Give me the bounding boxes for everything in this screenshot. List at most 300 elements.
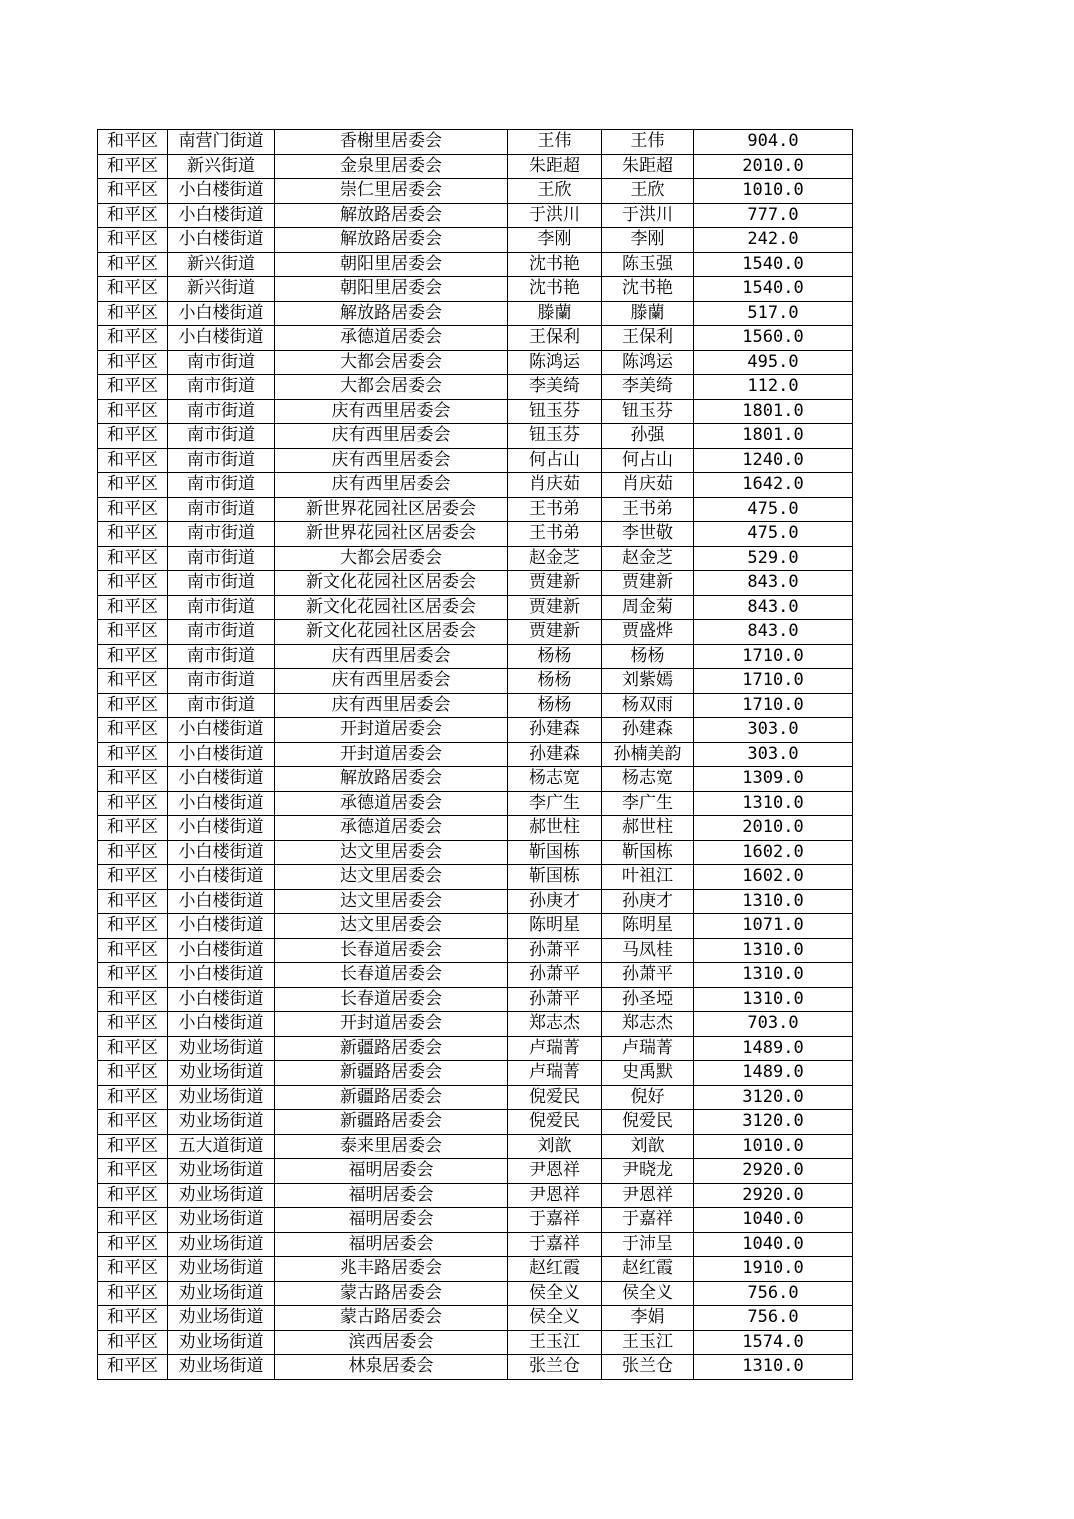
- committee-cell: 新世界花园社区居委会: [275, 497, 508, 522]
- district-cell: 和平区: [98, 816, 168, 841]
- district-cell: 和平区: [98, 399, 168, 424]
- amount-cell: 1489.0: [694, 1061, 853, 1086]
- amount-cell: 1710.0: [694, 644, 853, 669]
- committee-cell: 蒙古路居委会: [275, 1306, 508, 1331]
- householder-cell: 赵红霞: [508, 1257, 602, 1282]
- amount-cell: 843.0: [694, 571, 853, 596]
- table-row: [98, 301, 853, 326]
- street-cell: 劝业场街道: [168, 1257, 275, 1282]
- table-row: [98, 938, 853, 963]
- committee-cell: 朝阳里居委会: [275, 252, 508, 277]
- member-cell: 孙圣埡: [602, 987, 694, 1012]
- district-cell: 和平区: [98, 1232, 168, 1257]
- street-cell: 小白楼街道: [168, 301, 275, 326]
- committee-cell: 达文里居委会: [275, 865, 508, 890]
- district-cell: 和平区: [98, 130, 168, 155]
- street-cell: 新兴街道: [168, 252, 275, 277]
- householder-cell: 陈鸿运: [508, 350, 602, 375]
- table-row: [98, 767, 853, 792]
- district-cell: 和平区: [98, 669, 168, 694]
- street-cell: 小白楼街道: [168, 987, 275, 1012]
- householder-cell: 何占山: [508, 448, 602, 473]
- table-row: [98, 179, 853, 204]
- district-cell: 和平区: [98, 742, 168, 767]
- committee-cell: 兆丰路居委会: [275, 1257, 508, 1282]
- member-cell: 王欣: [602, 179, 694, 204]
- committee-cell: 新疆路居委会: [275, 1036, 508, 1061]
- committee-cell: 达文里居委会: [275, 840, 508, 865]
- district-cell: 和平区: [98, 203, 168, 228]
- amount-cell: 1540.0: [694, 277, 853, 302]
- street-cell: 劝业场街道: [168, 1036, 275, 1061]
- table-row: [98, 1281, 853, 1306]
- district-cell: 和平区: [98, 546, 168, 571]
- amount-cell: 1710.0: [694, 669, 853, 694]
- committee-cell: 福明居委会: [275, 1232, 508, 1257]
- district-cell: 和平区: [98, 571, 168, 596]
- table-row: [98, 1257, 853, 1282]
- amount-cell: 2010.0: [694, 816, 853, 841]
- street-cell: 小白楼街道: [168, 963, 275, 988]
- street-cell: 劝业场街道: [168, 1061, 275, 1086]
- householder-cell: 于洪川: [508, 203, 602, 228]
- table-row: [98, 399, 853, 424]
- district-cell: 和平区: [98, 252, 168, 277]
- street-cell: 南市街道: [168, 473, 275, 498]
- committee-cell: 庆有西里居委会: [275, 399, 508, 424]
- amount-cell: 1489.0: [694, 1036, 853, 1061]
- amount-cell: 303.0: [694, 718, 853, 743]
- street-cell: 小白楼街道: [168, 326, 275, 351]
- street-cell: 南市街道: [168, 546, 275, 571]
- street-cell: 劝业场街道: [168, 1110, 275, 1135]
- householder-cell: 于嘉祥: [508, 1232, 602, 1257]
- householder-cell: 侯全义: [508, 1281, 602, 1306]
- householder-cell: 刘歆: [508, 1134, 602, 1159]
- street-cell: 小白楼街道: [168, 742, 275, 767]
- district-cell: 和平区: [98, 1012, 168, 1037]
- amount-cell: 112.0: [694, 375, 853, 400]
- district-cell: 和平区: [98, 228, 168, 253]
- district-cell: 和平区: [98, 375, 168, 400]
- table-row: [98, 1183, 853, 1208]
- committee-cell: 大都会居委会: [275, 546, 508, 571]
- amount-cell: 3120.0: [694, 1085, 853, 1110]
- table-row: [98, 963, 853, 988]
- member-cell: 孙建森: [602, 718, 694, 743]
- district-cell: 和平区: [98, 1110, 168, 1135]
- committee-cell: 解放路居委会: [275, 767, 508, 792]
- member-cell: 张兰仓: [602, 1355, 694, 1380]
- table-row: [98, 889, 853, 914]
- member-cell: 王保利: [602, 326, 694, 351]
- householder-cell: 肖庆茹: [508, 473, 602, 498]
- committee-cell: 福明居委会: [275, 1183, 508, 1208]
- district-cell: 和平区: [98, 448, 168, 473]
- member-cell: 贾盛烨: [602, 620, 694, 645]
- district-cell: 和平区: [98, 840, 168, 865]
- street-cell: 南市街道: [168, 571, 275, 596]
- street-cell: 小白楼街道: [168, 816, 275, 841]
- householder-cell: 钮玉芬: [508, 399, 602, 424]
- amount-cell: 1642.0: [694, 473, 853, 498]
- amount-cell: 1602.0: [694, 840, 853, 865]
- table-row: [98, 277, 853, 302]
- table-row: [98, 1159, 853, 1184]
- householder-cell: 孙建森: [508, 742, 602, 767]
- district-cell: 和平区: [98, 595, 168, 620]
- householder-cell: 尹恩祥: [508, 1183, 602, 1208]
- street-cell: 劝业场街道: [168, 1306, 275, 1331]
- amount-cell: 2010.0: [694, 154, 853, 179]
- table-row: [98, 669, 853, 694]
- amount-cell: 475.0: [694, 497, 853, 522]
- street-cell: 劝业场街道: [168, 1330, 275, 1355]
- committee-cell: 泰来里居委会: [275, 1134, 508, 1159]
- amount-cell: 1560.0: [694, 326, 853, 351]
- committee-cell: 庆有西里居委会: [275, 644, 508, 669]
- amount-cell: 1010.0: [694, 1134, 853, 1159]
- committee-cell: 林泉居委会: [275, 1355, 508, 1380]
- district-cell: 和平区: [98, 424, 168, 449]
- amount-cell: 2920.0: [694, 1159, 853, 1184]
- committee-cell: 崇仁里居委会: [275, 179, 508, 204]
- committee-cell: 庆有西里居委会: [275, 693, 508, 718]
- district-cell: 和平区: [98, 865, 168, 890]
- table-row: [98, 375, 853, 400]
- table-row: [98, 130, 853, 155]
- committee-cell: 新疆路居委会: [275, 1085, 508, 1110]
- table-row: [98, 1232, 853, 1257]
- street-cell: 劝业场街道: [168, 1281, 275, 1306]
- table-row: [98, 473, 853, 498]
- amount-cell: 1310.0: [694, 1355, 853, 1380]
- street-cell: 劝业场街道: [168, 1085, 275, 1110]
- committee-cell: 庆有西里居委会: [275, 669, 508, 694]
- member-cell: 于沛呈: [602, 1232, 694, 1257]
- member-cell: 于嘉祥: [602, 1208, 694, 1233]
- householder-cell: 李刚: [508, 228, 602, 253]
- district-cell: 和平区: [98, 987, 168, 1012]
- member-cell: 朱距超: [602, 154, 694, 179]
- committee-cell: 庆有西里居委会: [275, 424, 508, 449]
- street-cell: 小白楼街道: [168, 767, 275, 792]
- member-cell: 郝世柱: [602, 816, 694, 841]
- householder-cell: 杨志宽: [508, 767, 602, 792]
- householder-cell: 贾建新: [508, 620, 602, 645]
- table-row: [98, 1012, 853, 1037]
- member-cell: 于洪川: [602, 203, 694, 228]
- street-cell: 五大道街道: [168, 1134, 275, 1159]
- district-cell: 和平区: [98, 767, 168, 792]
- householder-cell: 卢瑞菁: [508, 1036, 602, 1061]
- district-cell: 和平区: [98, 620, 168, 645]
- district-cell: 和平区: [98, 301, 168, 326]
- street-cell: 南市街道: [168, 424, 275, 449]
- householder-cell: 孙萧平: [508, 987, 602, 1012]
- street-cell: 劝业场街道: [168, 1183, 275, 1208]
- district-cell: 和平区: [98, 277, 168, 302]
- district-cell: 和平区: [98, 1306, 168, 1331]
- committee-cell: 承德道居委会: [275, 816, 508, 841]
- street-cell: 小白楼街道: [168, 938, 275, 963]
- member-cell: 孙强: [602, 424, 694, 449]
- member-cell: 杨志宽: [602, 767, 694, 792]
- table-row: [98, 228, 853, 253]
- street-cell: 小白楼街道: [168, 865, 275, 890]
- member-cell: 李广生: [602, 791, 694, 816]
- table-row: [98, 154, 853, 179]
- amount-cell: 703.0: [694, 1012, 853, 1037]
- street-cell: 南市街道: [168, 693, 275, 718]
- committee-cell: 新疆路居委会: [275, 1110, 508, 1135]
- committee-cell: 香榭里居委会: [275, 130, 508, 155]
- householder-cell: 孙萧平: [508, 938, 602, 963]
- street-cell: 劝业场街道: [168, 1159, 275, 1184]
- table-row: [98, 1061, 853, 1086]
- committee-cell: 开封道居委会: [275, 742, 508, 767]
- householder-cell: 王欣: [508, 179, 602, 204]
- committee-cell: 庆有西里居委会: [275, 473, 508, 498]
- street-cell: 小白楼街道: [168, 1012, 275, 1037]
- district-cell: 和平区: [98, 1330, 168, 1355]
- member-cell: 孙萧平: [602, 963, 694, 988]
- committee-cell: 新文化花园社区居委会: [275, 620, 508, 645]
- street-cell: 南市街道: [168, 669, 275, 694]
- amount-cell: 1602.0: [694, 865, 853, 890]
- householder-cell: 卢瑞菁: [508, 1061, 602, 1086]
- committee-cell: 承德道居委会: [275, 326, 508, 351]
- table-row: [98, 1134, 853, 1159]
- table-row: [98, 571, 853, 596]
- committee-cell: 开封道居委会: [275, 1012, 508, 1037]
- householder-cell: 王书弟: [508, 497, 602, 522]
- member-cell: 贾建新: [602, 571, 694, 596]
- amount-cell: 1910.0: [694, 1257, 853, 1282]
- member-cell: 肖庆茹: [602, 473, 694, 498]
- street-cell: 劝业场街道: [168, 1232, 275, 1257]
- householder-cell: 于嘉祥: [508, 1208, 602, 1233]
- householder-cell: 李美绮: [508, 375, 602, 400]
- table-row: [98, 497, 853, 522]
- amount-cell: 1540.0: [694, 252, 853, 277]
- amount-cell: 756.0: [694, 1281, 853, 1306]
- street-cell: 新兴街道: [168, 154, 275, 179]
- table-row: [98, 791, 853, 816]
- member-cell: 刘歆: [602, 1134, 694, 1159]
- member-cell: 靳国栋: [602, 840, 694, 865]
- householder-cell: 贾建新: [508, 595, 602, 620]
- householder-cell: 孙萧平: [508, 963, 602, 988]
- district-cell: 和平区: [98, 326, 168, 351]
- committee-cell: 大都会居委会: [275, 375, 508, 400]
- street-cell: 小白楼街道: [168, 791, 275, 816]
- committee-cell: 长春道居委会: [275, 987, 508, 1012]
- householder-cell: 王伟: [508, 130, 602, 155]
- member-cell: 陈玉强: [602, 252, 694, 277]
- member-cell: 何占山: [602, 448, 694, 473]
- amount-cell: 1574.0: [694, 1330, 853, 1355]
- householder-cell: 沈书艳: [508, 252, 602, 277]
- street-cell: 小白楼街道: [168, 228, 275, 253]
- householder-cell: 倪爱民: [508, 1085, 602, 1110]
- amount-cell: 529.0: [694, 546, 853, 571]
- householder-cell: 张兰仓: [508, 1355, 602, 1380]
- householder-cell: 滕蘭: [508, 301, 602, 326]
- table-row: [98, 914, 853, 939]
- committee-cell: 长春道居委会: [275, 938, 508, 963]
- householder-cell: 朱距超: [508, 154, 602, 179]
- member-cell: 李美绮: [602, 375, 694, 400]
- committee-cell: 福明居委会: [275, 1208, 508, 1233]
- amount-cell: 3120.0: [694, 1110, 853, 1135]
- street-cell: 小白楼街道: [168, 718, 275, 743]
- district-cell: 和平区: [98, 1281, 168, 1306]
- committee-cell: 福明居委会: [275, 1159, 508, 1184]
- committee-cell: 长春道居委会: [275, 963, 508, 988]
- table-row: [98, 1110, 853, 1135]
- committee-cell: 解放路居委会: [275, 203, 508, 228]
- member-cell: 倪爱民: [602, 1110, 694, 1135]
- committee-cell: 开封道居委会: [275, 718, 508, 743]
- table-row: [98, 987, 853, 1012]
- street-cell: 南市街道: [168, 375, 275, 400]
- householder-cell: 沈书艳: [508, 277, 602, 302]
- table-row: [98, 816, 853, 841]
- householder-cell: 杨杨: [508, 669, 602, 694]
- street-cell: 新兴街道: [168, 277, 275, 302]
- street-cell: 小白楼街道: [168, 914, 275, 939]
- district-cell: 和平区: [98, 938, 168, 963]
- committee-cell: 新文化花园社区居委会: [275, 571, 508, 596]
- member-cell: 王书弟: [602, 497, 694, 522]
- amount-cell: 1310.0: [694, 938, 853, 963]
- table-row: [98, 1306, 853, 1331]
- table-row: [98, 595, 853, 620]
- amount-cell: 777.0: [694, 203, 853, 228]
- amount-cell: 1071.0: [694, 914, 853, 939]
- district-cell: 和平区: [98, 963, 168, 988]
- table-row: [98, 1330, 853, 1355]
- householder-cell: 王书弟: [508, 522, 602, 547]
- table-row: [98, 718, 853, 743]
- table-body: [98, 130, 853, 1380]
- district-cell: 和平区: [98, 693, 168, 718]
- committee-cell: 滨西居委会: [275, 1330, 508, 1355]
- amount-cell: 495.0: [694, 350, 853, 375]
- street-cell: 南市街道: [168, 595, 275, 620]
- table-row: [98, 693, 853, 718]
- amount-cell: 1310.0: [694, 963, 853, 988]
- member-cell: 杨双雨: [602, 693, 694, 718]
- table-row: [98, 448, 853, 473]
- street-cell: 南市街道: [168, 399, 275, 424]
- committee-cell: 蒙古路居委会: [275, 1281, 508, 1306]
- committee-cell: 达文里居委会: [275, 914, 508, 939]
- householder-cell: 郑志杰: [508, 1012, 602, 1037]
- amount-cell: 1801.0: [694, 399, 853, 424]
- member-cell: 孙庚才: [602, 889, 694, 914]
- householder-cell: 侯全义: [508, 1306, 602, 1331]
- table-row: [98, 1036, 853, 1061]
- householder-cell: 杨杨: [508, 693, 602, 718]
- street-cell: 小白楼街道: [168, 840, 275, 865]
- district-cell: 和平区: [98, 522, 168, 547]
- amount-cell: 1240.0: [694, 448, 853, 473]
- district-cell: 和平区: [98, 1085, 168, 1110]
- table-row: [98, 1085, 853, 1110]
- table-row: [98, 203, 853, 228]
- street-cell: 南市街道: [168, 620, 275, 645]
- householder-cell: 杨杨: [508, 644, 602, 669]
- street-cell: 南营门街道: [168, 130, 275, 155]
- street-cell: 小白楼街道: [168, 203, 275, 228]
- member-cell: 尹恩祥: [602, 1183, 694, 1208]
- table-row: [98, 546, 853, 571]
- amount-cell: 1310.0: [694, 889, 853, 914]
- member-cell: 陈鸿运: [602, 350, 694, 375]
- amount-cell: 475.0: [694, 522, 853, 547]
- member-cell: 侯全义: [602, 1281, 694, 1306]
- committee-cell: 解放路居委会: [275, 301, 508, 326]
- table-row: [98, 522, 853, 547]
- amount-cell: 1010.0: [694, 179, 853, 204]
- street-cell: 南市街道: [168, 522, 275, 547]
- member-cell: 叶祖江: [602, 865, 694, 890]
- householder-cell: 孙建森: [508, 718, 602, 743]
- householder-cell: 尹恩祥: [508, 1159, 602, 1184]
- street-cell: 南市街道: [168, 350, 275, 375]
- table-row: [98, 865, 853, 890]
- committee-cell: 承德道居委会: [275, 791, 508, 816]
- table-row: [98, 1355, 853, 1380]
- amount-cell: 904.0: [694, 130, 853, 155]
- householder-cell: 贾建新: [508, 571, 602, 596]
- street-cell: 小白楼街道: [168, 179, 275, 204]
- table-row: [98, 350, 853, 375]
- amount-cell: 517.0: [694, 301, 853, 326]
- committee-cell: 达文里居委会: [275, 889, 508, 914]
- district-cell: 和平区: [98, 179, 168, 204]
- householder-cell: 钮玉芬: [508, 424, 602, 449]
- committee-cell: 新文化花园社区居委会: [275, 595, 508, 620]
- member-cell: 赵红霞: [602, 1257, 694, 1282]
- district-cell: 和平区: [98, 644, 168, 669]
- amount-cell: 303.0: [694, 742, 853, 767]
- street-cell: 南市街道: [168, 497, 275, 522]
- street-cell: 劝业场街道: [168, 1208, 275, 1233]
- member-cell: 卢瑞菁: [602, 1036, 694, 1061]
- committee-cell: 金泉里居委会: [275, 154, 508, 179]
- member-cell: 尹晓龙: [602, 1159, 694, 1184]
- committee-cell: 朝阳里居委会: [275, 277, 508, 302]
- householder-cell: 倪爱民: [508, 1110, 602, 1135]
- amount-cell: 1040.0: [694, 1208, 853, 1233]
- committee-cell: 大都会居委会: [275, 350, 508, 375]
- district-cell: 和平区: [98, 889, 168, 914]
- member-cell: 史禹默: [602, 1061, 694, 1086]
- table-row: [98, 742, 853, 767]
- table-row: [98, 424, 853, 449]
- district-cell: 和平区: [98, 914, 168, 939]
- householder-cell: 王玉江: [508, 1330, 602, 1355]
- member-cell: 滕蘭: [602, 301, 694, 326]
- amount-cell: 2920.0: [694, 1183, 853, 1208]
- amount-cell: 843.0: [694, 620, 853, 645]
- member-cell: 李世敬: [602, 522, 694, 547]
- member-cell: 沈书艳: [602, 277, 694, 302]
- district-cell: 和平区: [98, 497, 168, 522]
